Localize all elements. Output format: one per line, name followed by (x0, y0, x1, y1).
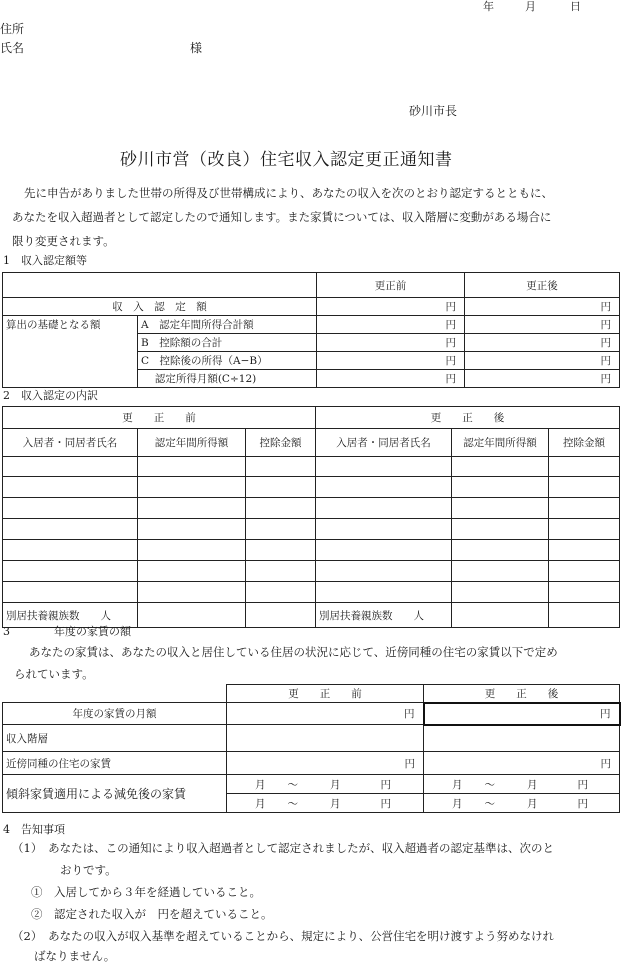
section2-heading: 2 収入認定の内訳 (3, 389, 98, 402)
col-resident-name: 入居者・同居者氏名 (316, 429, 452, 457)
row-c: C 控除後の所得（A−B） (138, 352, 317, 370)
notice-item1-line2: おりです。 (60, 863, 117, 877)
yen: 円 (577, 778, 588, 791)
separate-dependents-label: 別居扶養親族数 (6, 609, 80, 622)
intro-line-1: 先に申告がありました世帯の所得及び世帯構成により、あなたの収入を次のとおり認定するとともに、 (24, 186, 553, 200)
month-unit: 月 (452, 778, 463, 791)
honorific: 様 (190, 41, 203, 55)
notice-sub2: ② 認定された収入が 円を超えていること。 (31, 907, 273, 921)
name-label: 氏名 (0, 41, 25, 55)
yen: 円 (317, 316, 465, 334)
date-month-label: 月 (525, 0, 536, 13)
row-b: B 控除額の合計 (138, 334, 317, 352)
month-unit: 月 (330, 797, 341, 810)
row-total-label: 収 入 認 定 額 (3, 298, 317, 316)
table-row (3, 561, 620, 582)
yen: 円 (317, 370, 465, 388)
rent-table (2, 684, 621, 813)
intro-line-3: 限り変更されます。 (12, 234, 115, 248)
yen: 円 (317, 334, 465, 352)
row-monthly: 認定所得月額(C÷12) (138, 370, 317, 388)
table-row (3, 540, 620, 561)
persons-unit: 人 (413, 609, 425, 622)
breakdown-table (2, 406, 620, 628)
col-deduction: 控除金額 (549, 429, 620, 457)
rent-after: 更 正 後 (424, 685, 620, 703)
yen: 円 (380, 797, 391, 810)
yen: 円 (424, 703, 620, 725)
yen: 円 (317, 298, 465, 316)
yen: 円 (424, 752, 620, 775)
month-unit: 月 (255, 797, 266, 810)
row-a: A 認定年間所得合計額 (138, 316, 317, 334)
yen: 円 (465, 316, 620, 334)
col-annual-income: 認定年間所得額 (138, 429, 246, 457)
rent-before: 更 正 前 (227, 685, 424, 703)
col-annual-income: 認定年間所得額 (452, 429, 549, 457)
breakdown-after: 更 正 後 (316, 407, 620, 429)
yen: 円 (317, 352, 465, 370)
income-table (2, 272, 620, 388)
tilde: 〜 (484, 778, 495, 791)
notice-item2-line1: （2） あなたの収入が収入基準を超えていることから、規定により、公営住宅を明け渡すよう努めなけれ (12, 929, 555, 943)
basis-label: 算出の基礎となる額 (3, 316, 138, 334)
date-year-label: 年 (483, 0, 494, 13)
notice-item2-line2: ばなりません。 (34, 949, 116, 963)
tilde: 〜 (287, 797, 298, 810)
issuer: 砂川市長 (409, 104, 458, 118)
col-after: 更正後 (465, 273, 620, 298)
row-sloped-rent: 傾斜家賃適用による減免後の家賃 (3, 775, 227, 813)
section3-text-1: あなたの家賃は、あなたの収入と居住している住居の状況に応じて、近傍同種の住宅の家賃以下で定め (29, 645, 558, 659)
yen: 円 (465, 370, 620, 388)
notice-sub1: ① 入居してから３年を経過していること。 (31, 885, 261, 899)
notice-item1-line1: （1） あなたは、この通知により収入超過者として認定されましたが、収入超過者の認定基準は、次のと (12, 841, 555, 855)
col-before: 更正前 (317, 273, 465, 298)
col-deduction: 控除金額 (246, 429, 316, 457)
month-unit: 月 (527, 778, 538, 791)
section3-text-2: られています。 (14, 667, 94, 681)
yen: 円 (465, 352, 620, 370)
table-row (3, 519, 620, 540)
yen: 円 (227, 703, 424, 725)
table-row (3, 582, 620, 603)
section4-heading: 4 告知事項 (3, 823, 65, 836)
yen: 円 (465, 334, 620, 352)
yen: 円 (577, 797, 588, 810)
table-row (3, 457, 620, 477)
row-income-level: 収入階層 (3, 725, 227, 752)
address-label: 住所 (0, 22, 25, 36)
date-day-label: 日 (570, 0, 581, 13)
row-monthly-rent: 年度の家賃の月額 (3, 703, 227, 725)
intro-line-2: あなたを収入超過者として認定したので通知します。また家賃については、収入階層に変動がある場合に (12, 210, 552, 224)
yen: 円 (380, 778, 391, 791)
month-unit: 月 (330, 778, 341, 791)
yen: 円 (465, 298, 620, 316)
table-row (3, 477, 620, 498)
persons-unit: 人 (100, 609, 111, 622)
month-unit: 月 (527, 797, 538, 810)
month-unit: 月 (255, 778, 266, 791)
month-unit: 月 (452, 797, 463, 810)
tilde: 〜 (484, 797, 495, 810)
row-nearby-rent: 近傍同種の住宅の家賃 (3, 752, 227, 775)
document-title: 砂川市営（改良）住宅収入認定更正通知書 (120, 150, 453, 170)
breakdown-before: 更 正 前 (3, 407, 316, 429)
tilde: 〜 (287, 778, 298, 791)
section1-heading: 1 収入認定額等 (3, 254, 87, 267)
table-row (3, 498, 620, 519)
yen: 円 (227, 752, 424, 775)
separate-dependents-label: 別居扶養親族数 (319, 609, 393, 622)
col-resident-name: 入居者・同居者氏名 (3, 429, 138, 457)
section3-heading: 3 年度の家賃の額 (3, 625, 131, 638)
